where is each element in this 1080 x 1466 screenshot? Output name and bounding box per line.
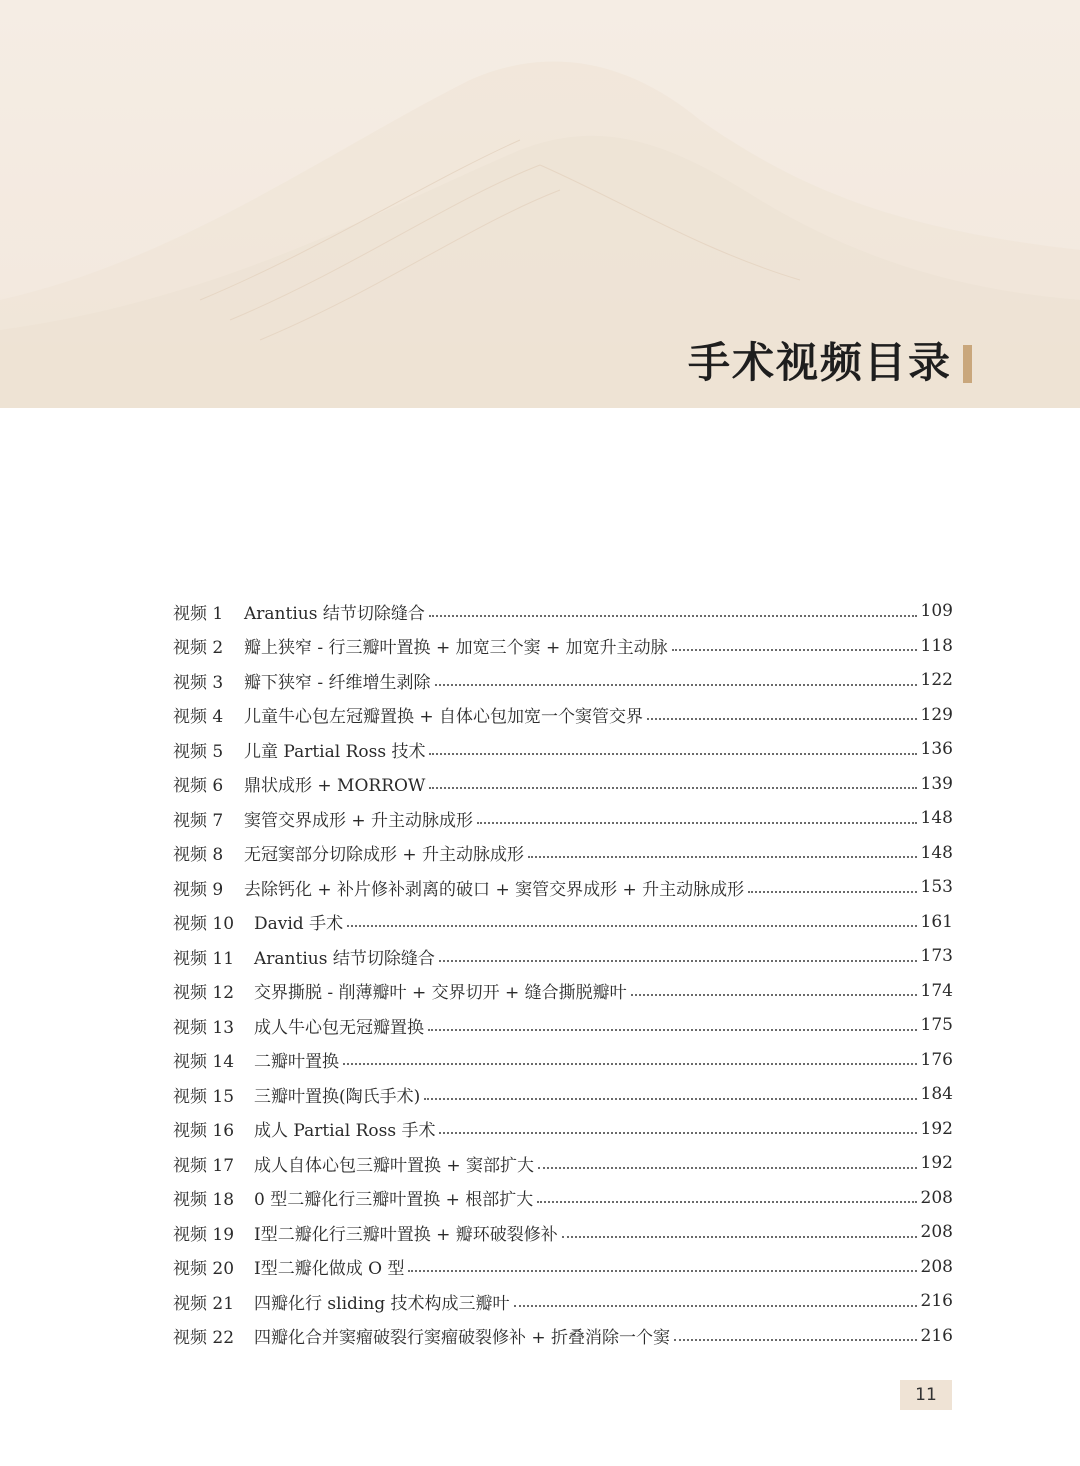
toc-entry[interactable] xyxy=(173,767,953,802)
page-number-badge: 11 xyxy=(900,1380,952,1410)
dot-leader xyxy=(408,1269,916,1272)
toc-page: 173 xyxy=(920,946,953,967)
toc-title: Ⅰ型二瓣化行三瓣叶置换 + 瓣环破裂修补 xyxy=(254,1224,558,1245)
dot-leader xyxy=(424,1097,916,1100)
toc-page: 208 xyxy=(920,1256,953,1277)
toc-label: 视频 9 xyxy=(173,879,224,900)
toc-label: 视频 18 xyxy=(173,1190,235,1211)
toc-page: 174 xyxy=(920,980,953,1001)
dot-leader xyxy=(347,924,916,927)
toc-title: David 手术 xyxy=(254,914,344,935)
toc-title: 成人牛心包无冠瓣置换 xyxy=(254,1017,424,1038)
table-of-contents xyxy=(173,594,953,1353)
toc-entry[interactable] xyxy=(173,1319,953,1354)
toc-label: 视频 12 xyxy=(173,983,235,1004)
toc-page: 148 xyxy=(920,808,953,829)
toc-entry[interactable] xyxy=(173,1215,953,1250)
dot-leader xyxy=(538,1166,916,1169)
toc-label: 视频 4 xyxy=(173,707,224,728)
toc-label: 视频 7 xyxy=(173,810,224,831)
toc-label: 视频 8 xyxy=(173,845,224,866)
toc-page: 161 xyxy=(920,911,953,932)
toc-title: 儿童牛心包左冠瓣置换 + 自体心包加宽一个窦管交界 xyxy=(244,707,644,728)
toc-title: 二瓣叶置换 xyxy=(254,1052,339,1073)
toc-entry[interactable] xyxy=(173,663,953,698)
toc-entry[interactable] xyxy=(173,1250,953,1285)
toc-title: 四瓣化合并窦瘤破裂行窦瘤破裂修补 + 折叠消除一个窦 xyxy=(254,1328,671,1349)
toc-page: 136 xyxy=(920,739,953,760)
toc-title: 鼎状成形 + MORROW xyxy=(244,776,426,797)
dot-leader xyxy=(343,1062,917,1065)
toc-label: 视频 5 xyxy=(173,741,224,762)
toc-title: 四瓣化行 sliding 技术构成三瓣叶 xyxy=(254,1293,510,1314)
toc-entry[interactable] xyxy=(173,836,953,871)
toc-entry[interactable] xyxy=(173,594,953,629)
toc-title: 窦管交界成形 + 升主动脉成形 xyxy=(244,810,474,831)
toc-page: 216 xyxy=(920,1325,953,1346)
toc-label: 视频 11 xyxy=(173,948,235,969)
dot-leader xyxy=(429,786,916,789)
toc-title: 0 型二瓣化行三瓣叶置换 + 根部扩大 xyxy=(254,1190,534,1211)
toc-label: 视频 21 xyxy=(173,1293,235,1314)
toc-page: 216 xyxy=(920,1291,953,1312)
toc-label: 视频 17 xyxy=(173,1155,235,1176)
toc-page: 208 xyxy=(920,1222,953,1243)
toc-label: 视频 1 xyxy=(173,603,224,624)
dot-leader xyxy=(748,890,916,893)
page-title: 手术视频目录 xyxy=(687,338,952,387)
toc-page: 176 xyxy=(920,1049,953,1070)
toc-title: 去除钙化 + 补片修补剥离的破口 + 窦管交界成形 + 升主动脉成形 xyxy=(244,879,745,900)
toc-page: 184 xyxy=(920,1084,953,1105)
toc-page: 192 xyxy=(920,1153,953,1174)
toc-title: Arantius 结节切除缝合 xyxy=(244,603,425,624)
dot-leader xyxy=(477,821,916,824)
toc-entry[interactable] xyxy=(173,1043,953,1078)
dot-leader xyxy=(514,1304,917,1307)
toc-entry[interactable] xyxy=(173,1181,953,1216)
dot-leader xyxy=(439,959,917,962)
toc-title: 无冠窦部分切除成形 + 升主动脉成形 xyxy=(244,845,525,866)
toc-entry[interactable] xyxy=(173,939,953,974)
toc-title: 瓣上狭窄 - 行三瓣叶置换 + 加宽三个窦 + 加宽升主动脉 xyxy=(244,638,668,659)
toc-page: 148 xyxy=(920,842,953,863)
toc-title: 交界撕脱 - 削薄瓣叶 + 交界切开 + 缝合撕脱瓣叶 xyxy=(254,983,627,1004)
toc-entry[interactable] xyxy=(173,1077,953,1112)
toc-page: 153 xyxy=(920,877,953,898)
dot-leader xyxy=(429,752,916,755)
toc-page: 129 xyxy=(920,704,953,725)
toc-title: 儿童 Partial Ross 技术 xyxy=(244,741,426,762)
toc-label: 视频 22 xyxy=(173,1328,235,1349)
toc-page: 139 xyxy=(920,773,953,794)
toc-label: 视频 16 xyxy=(173,1121,235,1142)
dot-leader xyxy=(428,1028,917,1031)
dot-leader xyxy=(429,614,917,617)
toc-entry[interactable] xyxy=(173,801,953,836)
dot-leader xyxy=(562,1235,917,1238)
toc-title: 瓣下狭窄 - 纤维增生剥除 xyxy=(244,672,431,693)
dot-leader xyxy=(672,648,917,651)
toc-entry[interactable] xyxy=(173,732,953,767)
dot-leader xyxy=(537,1200,916,1203)
dot-leader xyxy=(528,855,916,858)
toc-page: 208 xyxy=(920,1187,953,1208)
toc-entry[interactable] xyxy=(173,1008,953,1043)
toc-title: 三瓣叶置换(陶氏手术) xyxy=(254,1086,421,1107)
dot-leader xyxy=(435,683,917,686)
toc-label: 视频 2 xyxy=(173,638,224,659)
dot-leader xyxy=(439,1131,916,1134)
toc-entry[interactable] xyxy=(173,1112,953,1147)
toc-entry[interactable] xyxy=(173,905,953,940)
toc-title: 成人自体心包三瓣叶置换 + 窦部扩大 xyxy=(254,1155,535,1176)
toc-entry[interactable] xyxy=(173,1146,953,1181)
toc-label: 视频 20 xyxy=(173,1259,235,1280)
toc-label: 视频 13 xyxy=(173,1017,235,1038)
toc-page: 192 xyxy=(920,1118,953,1139)
toc-page: 118 xyxy=(920,635,953,656)
toc-title: Ⅰ型二瓣化做成 O 型 xyxy=(254,1259,405,1280)
toc-label: 视频 14 xyxy=(173,1052,235,1073)
toc-title: Arantius 结节切除缝合 xyxy=(254,948,435,969)
toc-page: 122 xyxy=(920,670,953,691)
title-accent-bar xyxy=(963,345,972,383)
toc-entry[interactable] xyxy=(173,870,953,905)
toc-label: 视频 19 xyxy=(173,1224,235,1245)
toc-entry[interactable] xyxy=(173,1284,953,1319)
toc-label: 视频 15 xyxy=(173,1086,235,1107)
toc-title: 成人 Partial Ross 手术 xyxy=(254,1121,436,1142)
toc-page: 109 xyxy=(920,601,953,622)
dot-leader xyxy=(674,1338,916,1341)
toc-label: 视频 10 xyxy=(173,914,235,935)
dot-leader xyxy=(631,993,917,996)
toc-entry[interactable] xyxy=(173,698,953,733)
dot-leader xyxy=(647,717,916,720)
toc-label: 视频 3 xyxy=(173,672,224,693)
toc-entry[interactable] xyxy=(173,629,953,664)
toc-label: 视频 6 xyxy=(173,776,224,797)
toc-entry[interactable] xyxy=(173,974,953,1009)
toc-page: 175 xyxy=(920,1015,953,1036)
